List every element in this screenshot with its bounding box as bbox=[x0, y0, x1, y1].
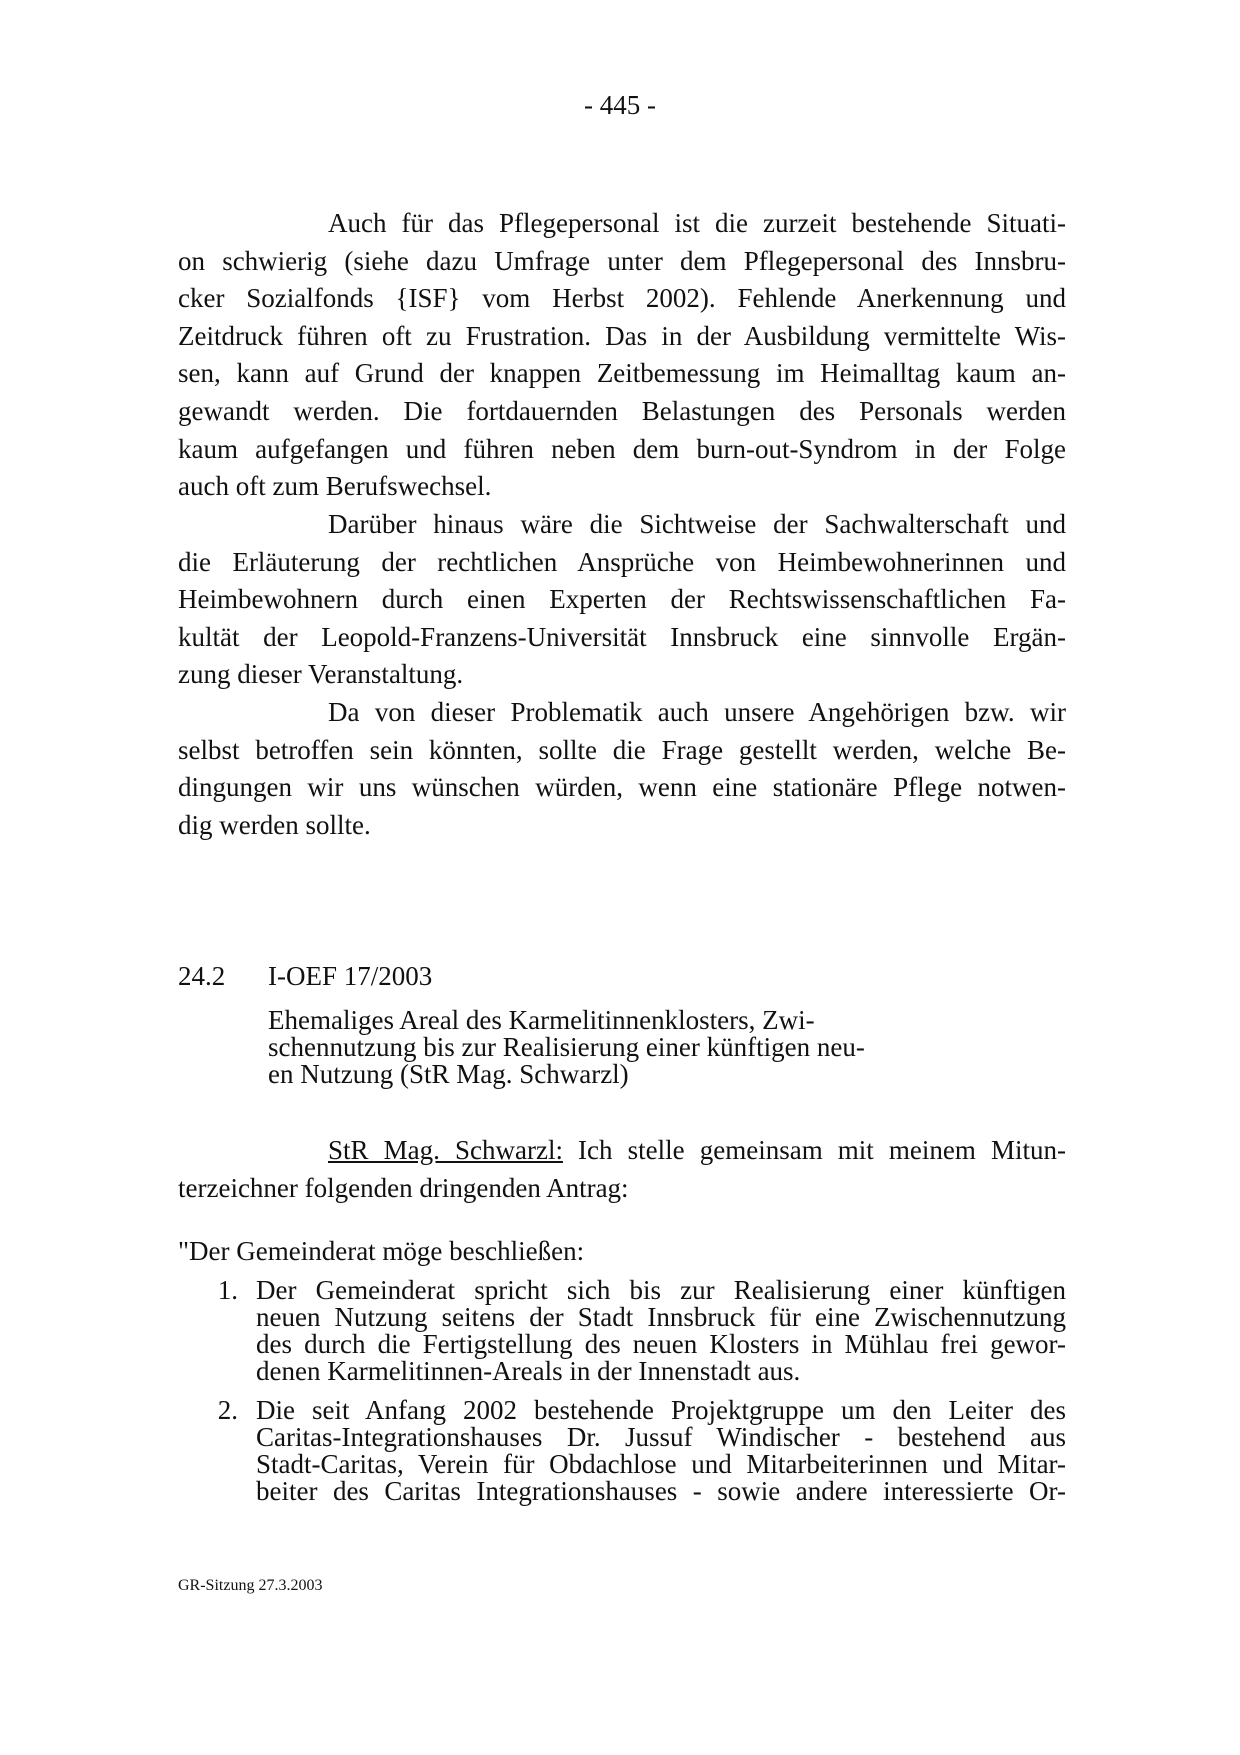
text-line: Auch für das Pflegepersonal ist die zurzeit bestehende Situati- bbox=[328, 208, 1066, 238]
paragraph-relatives bbox=[178, 694, 1066, 844]
text-line: Die seit Anfang 2002 bestehende Projektgruppe um den Leiter des bbox=[256, 1395, 1066, 1425]
text-line: auch oft zum Berufswechsel. bbox=[178, 471, 492, 502]
text-line: dingungen wir uns wünschen würden, wenn eine stationäre Pflege notwen- bbox=[178, 772, 1066, 803]
text-line: cker Sozialfonds {ISF} vom Herbst 2002). Fehlende Anerkennung und bbox=[178, 283, 1066, 314]
speaker-line-2: terzeichner folgenden dringenden Antrag: bbox=[178, 1173, 629, 1203]
page-number: - 445 - bbox=[584, 90, 656, 120]
motion-list bbox=[178, 1277, 1066, 1517]
motion-intro: "Der Gemeinderat möge beschließen: bbox=[178, 1236, 585, 1266]
list-item bbox=[178, 1277, 1066, 1385]
text-line: denen Karmelitinnen-Areals in der Innenstadt aus. bbox=[256, 1356, 801, 1386]
speaker-name: StR Mag. Schwarzl: bbox=[328, 1135, 563, 1165]
section-title-line: schennutzung bis zur Realisierung einer künftigen neu- bbox=[268, 1032, 865, 1062]
text-line: zung dieser Veranstaltung. bbox=[178, 659, 464, 690]
list-item-number: 1. bbox=[217, 1275, 238, 1305]
list-item-text bbox=[238, 1397, 1066, 1505]
paragraph-nursing-staff bbox=[178, 205, 1066, 506]
section-title-line: Ehemaliges Areal des Karmelitinnenklosters, Zwi- bbox=[268, 1005, 815, 1035]
paragraph-guardianship bbox=[178, 506, 1066, 694]
section-code: I-OEF 17/2003 bbox=[268, 961, 433, 991]
text-line: des durch die Fertigstellung des neuen Klosters in Mühlau frei gewor- bbox=[256, 1329, 1066, 1359]
text-line: Der Gemeinderat spricht sich bis zur Realisierung einer künftigen bbox=[256, 1275, 1066, 1305]
section-heading bbox=[178, 958, 1066, 1088]
speaker-statement bbox=[178, 1131, 1066, 1207]
text-line: neuen Nutzung seitens der Stadt Innsbruck für eine Zwischennutzung bbox=[256, 1302, 1066, 1332]
text-line: on schwierig (siehe dazu Umfrage unter dem Pflegepersonal des Innsbru- bbox=[178, 245, 1066, 276]
text-line: kultät der Leopold-Franzens-Universität Innsbruck eine sinnvolle Ergän- bbox=[178, 621, 1066, 652]
text-line: gewandt werden. Die fortdauernden Belastungen des Personals werden bbox=[178, 395, 1066, 426]
text-line: Heimbewohnern durch einen Experten der Rechtswissenschaftlichen Fa- bbox=[178, 584, 1066, 615]
text-line: Zeitdruck führen oft zu Frustration. Das in der Ausbildung vermittelte Wis- bbox=[178, 320, 1066, 351]
text-line: beiter des Caritas Integrationshauses - sowie andere interessierte Or- bbox=[256, 1476, 1066, 1506]
text-line: die Erläuterung der rechtlichen Ansprüche von Heimbewohnerinnen und bbox=[178, 546, 1066, 577]
list-item-number: 2. bbox=[217, 1395, 238, 1425]
page-footer: GR-Sitzung 27.3.2003 bbox=[178, 1577, 323, 1594]
section-title bbox=[268, 1005, 865, 1089]
text-line: Darüber hinaus wäre die Sichtweise der Sachwalterschaft und bbox=[328, 509, 1066, 539]
section-number: 24.2 bbox=[178, 961, 226, 991]
text-line: Caritas-Integrationshauses Dr. Jussuf Windischer - bestehend aus bbox=[256, 1422, 1066, 1452]
speaker-line bbox=[178, 1131, 1066, 1169]
text-line: dig werden sollte. bbox=[178, 809, 371, 840]
list-item bbox=[178, 1397, 1066, 1505]
text-line: kaum aufgefangen und führen neben dem burn-out-Syndrom in der Folge bbox=[178, 433, 1066, 464]
text-line: selbst betroffen sein könnten, sollte die Frage gestellt werden, welche Be- bbox=[178, 734, 1066, 765]
text-line: Stadt-Caritas, Verein für Obdachlose und Mitarbeiterinnen und Mitar- bbox=[256, 1449, 1066, 1479]
section-title-line: en Nutzung (StR Mag. Schwarzl) bbox=[268, 1059, 629, 1089]
text-line: sen, kann auf Grund der knappen Zeitbemessung im Heimalltag kaum an- bbox=[178, 358, 1066, 389]
list-item-text bbox=[238, 1277, 1066, 1385]
text-line: Da von dieser Problematik auch unsere Angehörigen bzw. wir bbox=[328, 697, 1066, 727]
speaker-text: Ich stelle gemeinsam mit meinem Mitun- bbox=[562, 1135, 1066, 1165]
